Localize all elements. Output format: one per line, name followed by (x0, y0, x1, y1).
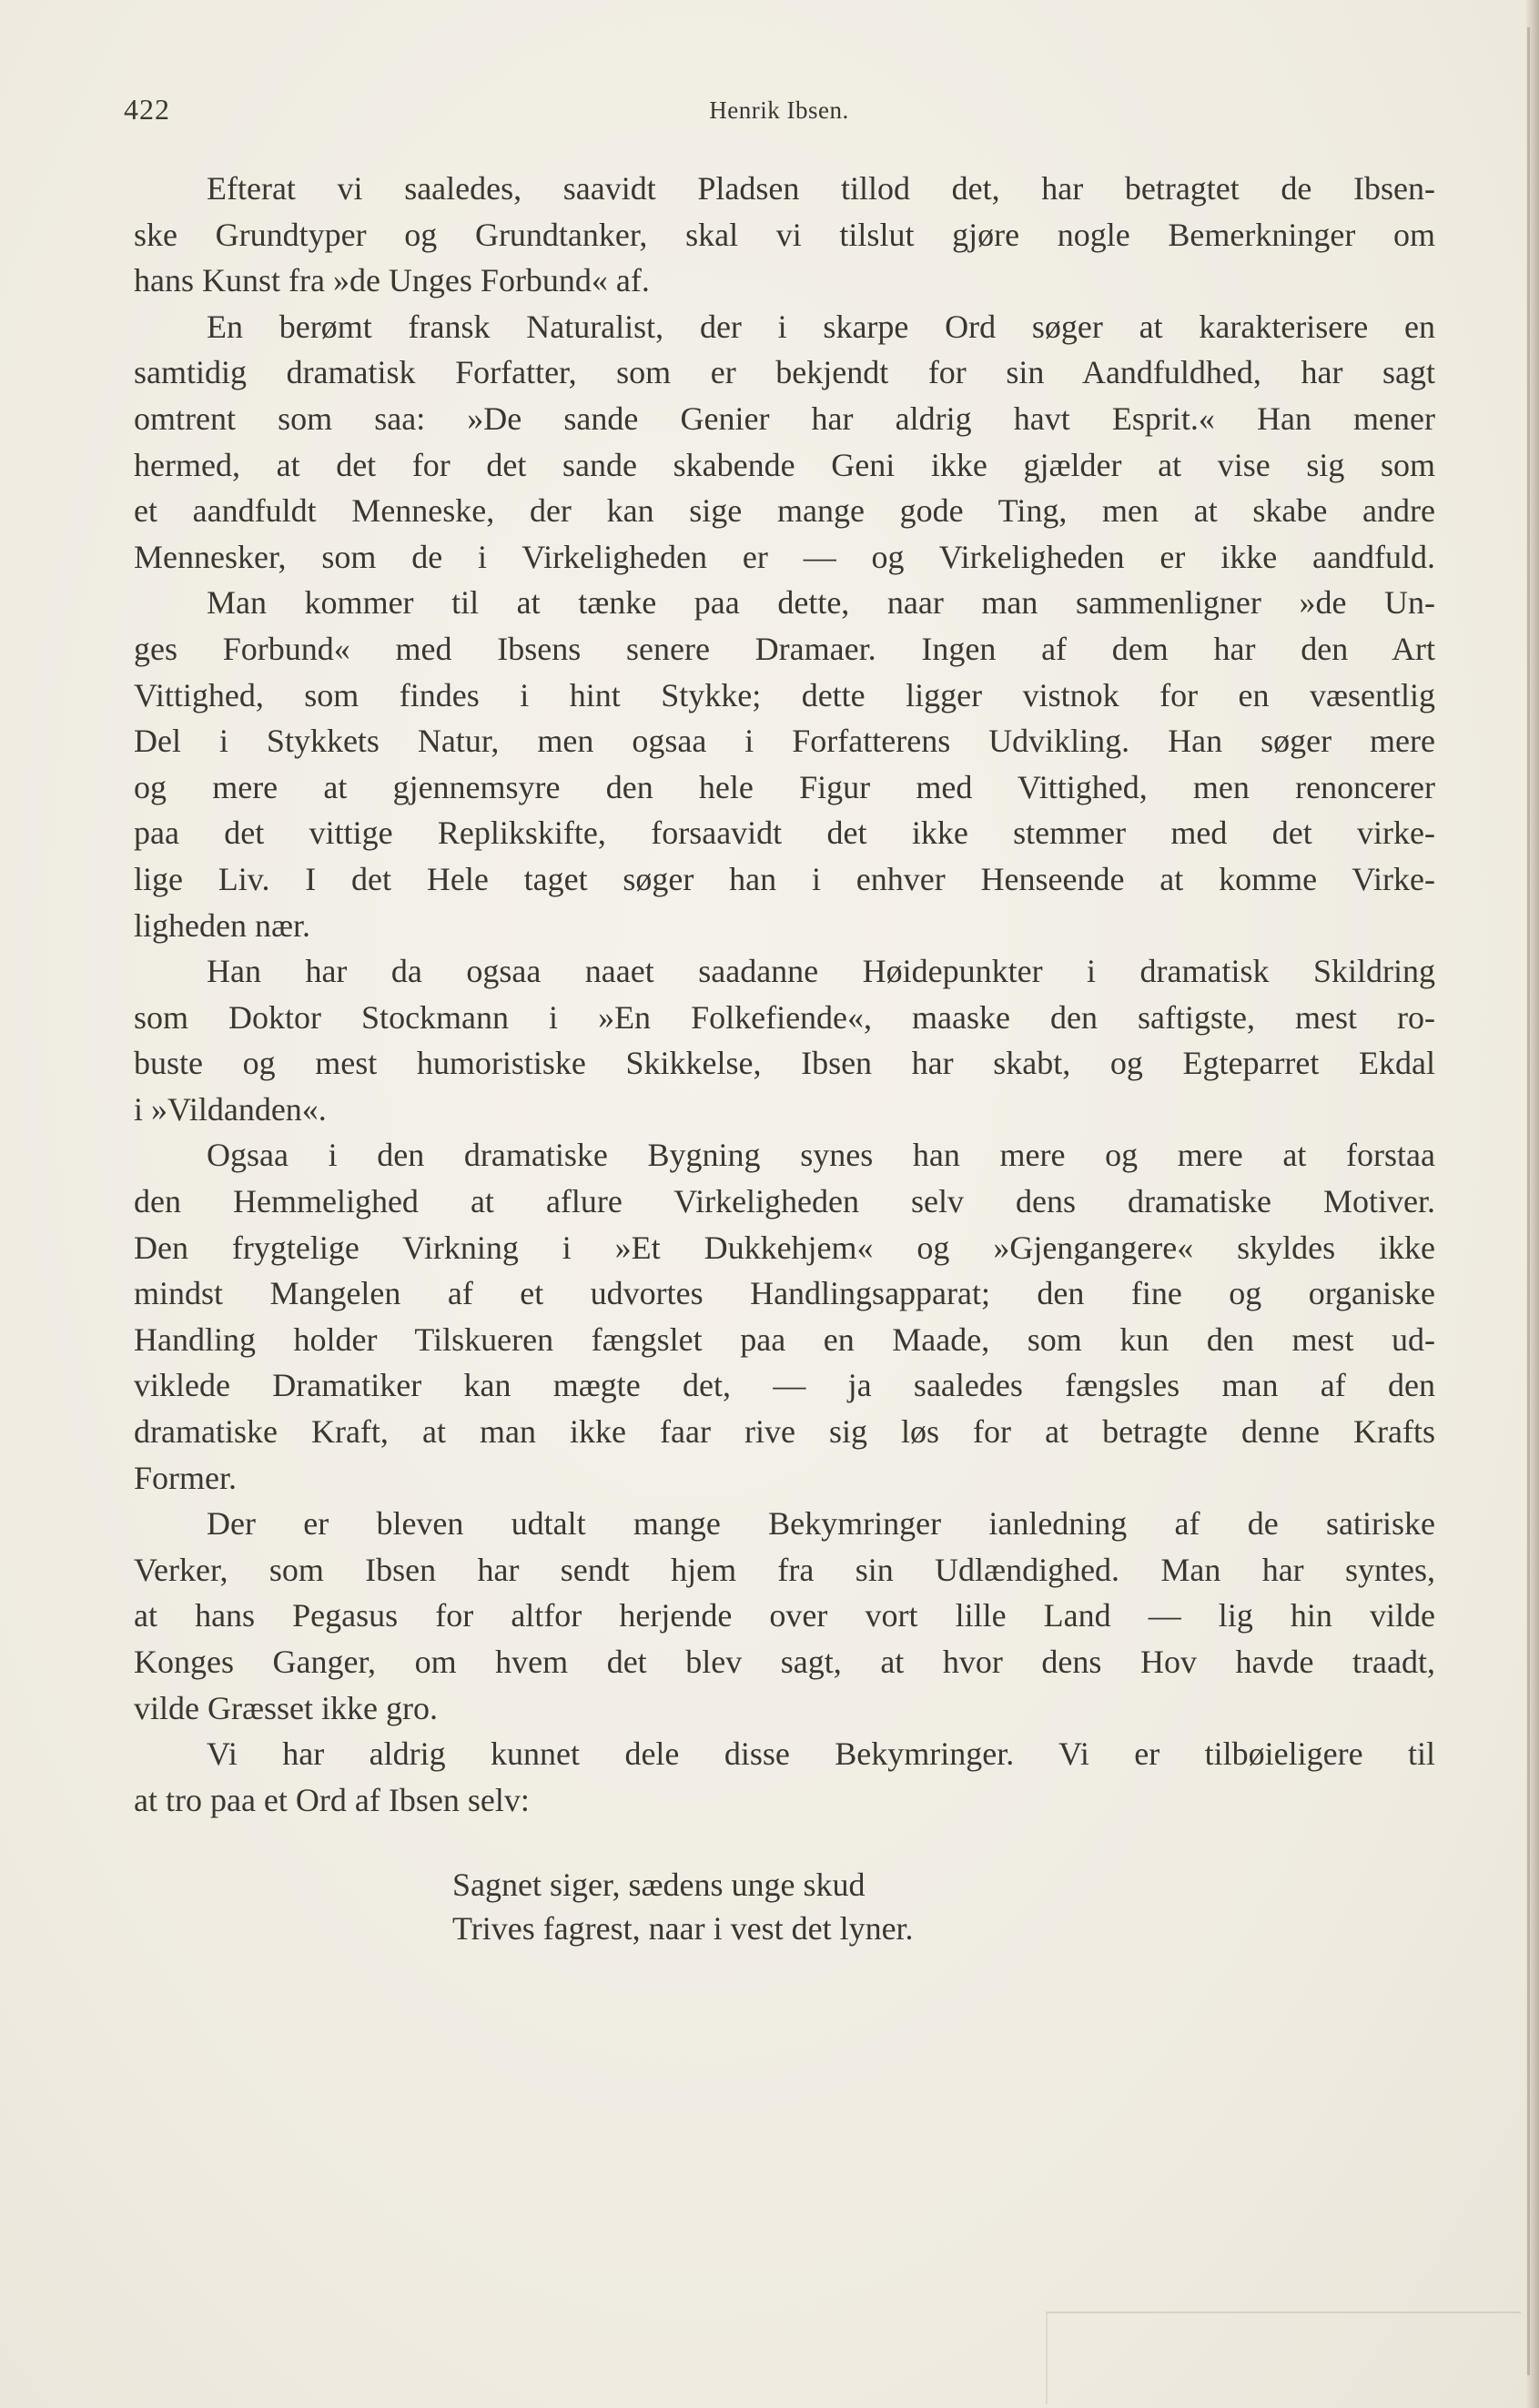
paper-fold-mark (1046, 2312, 1521, 2404)
text-line: Former. (134, 1459, 237, 1496)
text-line: at hans Pegasus for altfor herjende over vort lille Land — lig hin vilde (134, 1597, 1435, 1634)
text-line: mindst Mangelen af et udvortes Handlingsapparat; den fine og organiske (134, 1275, 1435, 1312)
text-line: Mennesker, som de i Virkeligheden er — og Virkeligheden er ikke aandfuld. (134, 538, 1435, 575)
page-number: 422 (124, 93, 170, 126)
text-line: Den frygtelige Virkning i »Et Dukkehjem« og »Gjengangere« skyldes ikke (134, 1229, 1435, 1266)
text-line: hermed, at det for det sande skabende Geni ikke gjælder at vise sig som (134, 446, 1435, 483)
text-line: hans Kunst fra »de Unges Forbund« af. (134, 262, 650, 299)
page-edge-shadow (1527, 27, 1530, 2375)
text-line: Efterat vi saaledes, saavidt Pladsen tillod det, har betragtet de Ibsen- (207, 170, 1435, 207)
text-line: ges Forbund« med Ibsens senere Dramaer. Ingen af dem har den Art (134, 630, 1435, 667)
text-line: Vi har aldrig kunnet dele disse Bekymringer. Vi er tilbøieligere til (207, 1735, 1435, 1773)
page-header (124, 93, 1434, 129)
running-head: Henrik Ibsen. (709, 96, 849, 124)
text-line: Han har da ogsaa naaet saadanne Høidepunkter i dramatisk Skildring (207, 953, 1435, 990)
text-line: at tro paa et Ord af Ibsen selv: (134, 1781, 530, 1818)
text-line: viklede Dramatiker kan mægte det, — ja saaledes fængsles man af den (134, 1367, 1435, 1404)
text-line: ske Grundtyper og Grundtanker, skal vi tilslut gjøre nogle Bemerkninger om (134, 216, 1435, 253)
text-line: Handling holder Tilskueren fængslet paa en Maade, som kun den mest ud- (134, 1320, 1435, 1358)
text-line: Del i Stykkets Natur, men ogsaa i Forfatterens Udvikling. Han søger mere (134, 723, 1435, 760)
text-line: samtidig dramatisk Forfatter, som er bekjendt for sin Aandfuldhed, har sagt (134, 354, 1435, 391)
text-line: og mere at gjennemsyre den hele Figur med Vittighed, men renoncerer (134, 768, 1435, 805)
text-line: vilde Græsset ikke gro. (134, 1689, 438, 1726)
body-text (134, 166, 1435, 1823)
text-line: den Hemmelighed at aflure Virkeligheden selv dens dramatiske Motiver. (134, 1183, 1435, 1220)
text-line: paa det vittige Replikskifte, forsaavidt det ikke stemmer med det virke- (134, 814, 1435, 852)
text-line: dramatiske Kraft, at man ikke faar rive sig løs for at betragte denne Krafts (134, 1413, 1435, 1451)
text-line: omtrent som saa: »De sande Genier har aldrig havt Esprit.« Han mener (134, 400, 1435, 437)
text-line: Der er bleven udtalt mange Bekymringer ianledning af de satiriske (207, 1505, 1435, 1543)
text-line: buste og mest humoristiske Skikkelse, Ibsen har skabt, og Egteparret Ekdal (134, 1045, 1435, 1082)
text-line: i »Vildanden«. (134, 1090, 327, 1128)
text-line: Verker, som Ibsen har sendt hjem fra sin Udlændighed. Man har syntes, (134, 1551, 1435, 1588)
text-line: Vittighed, som findes i hint Stykke; dette ligger vistnok for en væsentlig (134, 676, 1435, 713)
verse-line: Trives fagrest, naar i vest det lyner. (452, 1910, 914, 1947)
verse-quote (452, 1863, 914, 1950)
text-line: et aandfuldt Menneske, der kan sige mange gode Ting, men at skabe andre (134, 492, 1435, 530)
text-line: som Doktor Stockmann i »En Folkefiende«, maaske den saftigste, mest ro- (134, 998, 1435, 1036)
text-line: En berømt fransk Naturalist, der i skarpe Ord søger at karakterisere en (207, 308, 1435, 345)
text-line: Ogsaa i den dramatiske Bygning synes han mere og mere at forstaa (207, 1137, 1435, 1174)
text-line: lige Liv. I det Hele taget søger han i enhver Henseende at komme Virke- (134, 860, 1435, 897)
verse-line: Sagnet siger, sædens unge skud (452, 1867, 866, 1903)
text-line: Konges Ganger, om hvem det blev sagt, at hvor dens Hov havde traadt, (134, 1644, 1435, 1680)
text-line: Man kommer til at tænke paa dette, naar man sammenligner »de Un- (207, 584, 1435, 622)
text-line: ligheden nær. (134, 906, 310, 944)
